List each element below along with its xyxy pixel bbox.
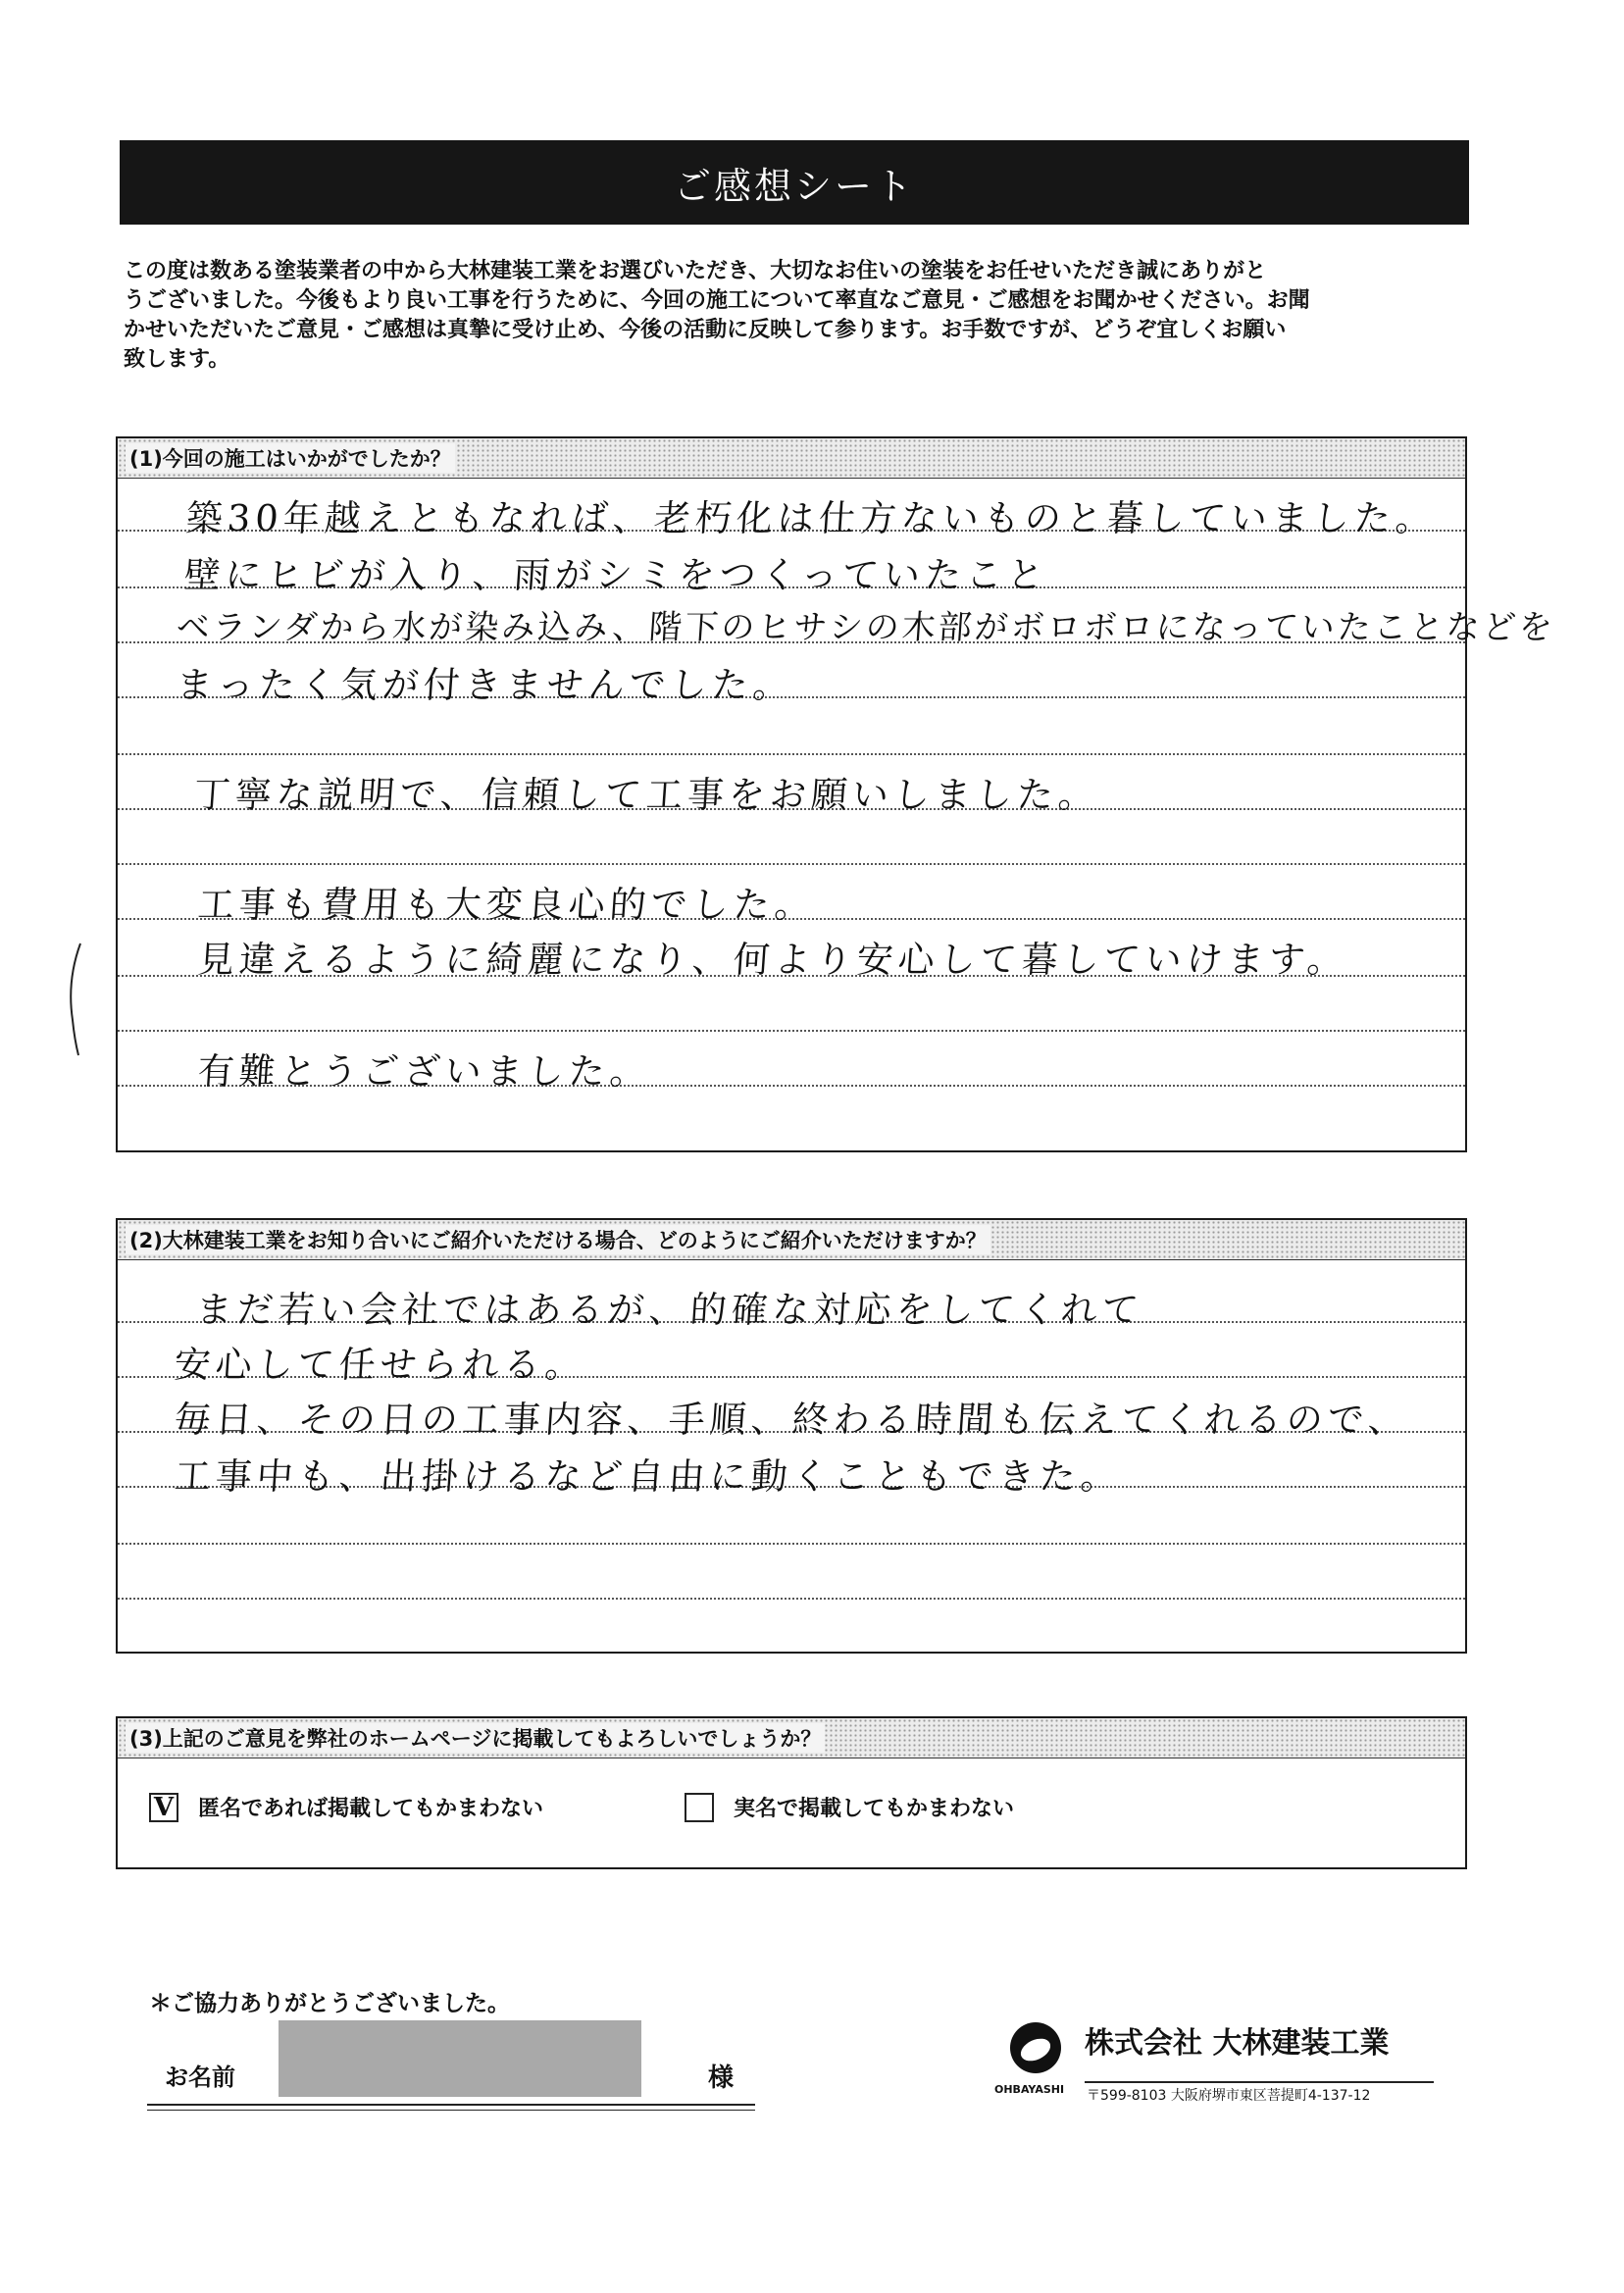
redacted-name <box>279 2020 641 2097</box>
name-underline <box>147 2104 755 2106</box>
name-underline-2 <box>147 2110 755 2111</box>
question-2-answer-area[interactable] <box>118 1260 1465 1651</box>
handwritten-answer-line: 壁にヒビが入り、雨がシミをつくっていたこと <box>182 554 1050 596</box>
company-logo-icon <box>1006 2018 1065 2077</box>
handwritten-answer-line: 有難とうございました。 <box>196 1050 653 1093</box>
name-label: お名前 <box>165 2064 235 2091</box>
anonymous-checkbox[interactable] <box>149 1793 178 1822</box>
company-name: 株式会社 大林建装工業 <box>1085 2026 1390 2061</box>
question-1-answer-area[interactable] <box>118 479 1557 1149</box>
question-2-header <box>118 1220 1465 1260</box>
intro-paragraph <box>124 257 1477 375</box>
handwritten-answer-line: まだ若い会社ではあるが、的確な対応をしてくれて <box>194 1289 1145 1331</box>
handwritten-answer-line: まったく気が付きませんでした。 <box>175 664 796 706</box>
handwritten-answer-line: 丁寧な説明で、信頼して工事をお願いしました。 <box>192 774 1101 816</box>
question-3-section <box>116 1716 1467 1869</box>
option-real-name[interactable] <box>685 1792 1014 1822</box>
intro-line: 致します。 <box>124 347 230 372</box>
handwritten-answer-line: 築30年越えともなれば、老朽化は仕方ないものと暮していました。 <box>184 497 1439 539</box>
real-name-checkbox[interactable] <box>685 1793 714 1822</box>
logo-text: OHBAYASHI <box>994 2083 1065 2096</box>
question-3-options <box>118 1758 1465 1866</box>
sheet-title-text: ご感想シート <box>673 164 915 208</box>
handwritten-answer-line: 安心して任せられる。 <box>173 1344 588 1386</box>
handwritten-answer-line: 工事も費用も大変良心的でした。 <box>196 884 818 926</box>
thanks-note: ＊ご協力ありがとうございました。 <box>149 1991 510 2016</box>
check-mark-icon: V <box>153 1792 175 1822</box>
question-1-label: (1)今回の施工はいかがでしたか？ <box>126 443 455 473</box>
question-2-section <box>116 1218 1467 1654</box>
option-real-name-label: 実名で掲載してもかまわない <box>734 1797 1015 1821</box>
handwritten-answer-line: 見違えるように綺麗になり、何より安心して暮していけます。 <box>196 939 1350 981</box>
intro-line: うございました。今後もより良い工事を行うために、今回の施工について率直なご意見・ご感想をお聞かせください。お聞 <box>124 288 1310 313</box>
option-anonymous[interactable] <box>149 1792 543 1822</box>
sheet-title <box>120 140 1469 225</box>
intro-line: この度は数ある塗装業者の中から大林建装工業をお選びいただき、大切なお住いの塗装をお任せいただき誠にありがと <box>124 259 1267 283</box>
question-3-header <box>118 1718 1465 1758</box>
option-anonymous-label: 匿名であれば掲載してもかまわない <box>198 1797 544 1821</box>
honorific: 様 <box>708 2064 735 2093</box>
handwritten-answer-line: 毎日、その日の工事内容、手順、終わる時間も伝えてくれるので、 <box>173 1399 1411 1441</box>
question-3-label: (3)上記のご意見を弊社のホームページに掲載してもよろしいでしょうか？ <box>126 1723 825 1753</box>
margin-pen-mark <box>63 942 92 1059</box>
question-2-label: (2)大林建装工業をお知り合いにご紹介いただける場合、どのようにご紹介いただけますか？ <box>126 1225 990 1254</box>
question-1-section <box>116 436 1557 1152</box>
company-divider <box>1085 2081 1434 2083</box>
handwritten-answer-line: 工事中も、出掛けるなど自由に動くこともできた。 <box>173 1455 1124 1498</box>
company-address: 〒599-8103 大阪府堺市東区菩提町4-137-12 <box>1087 2088 1371 2104</box>
question-1-header <box>118 438 1465 479</box>
handwritten-answer-line: ベランダから水が染み込み、階下のヒサシの木部がボロボロになっていたことなどを <box>175 608 1557 647</box>
intro-line: かせいただいたご意見・ご感想は真摯に受け止め、今後の活動に反映して参ります。お手数ですが、どうぞ宜しくお願い <box>124 318 1287 342</box>
